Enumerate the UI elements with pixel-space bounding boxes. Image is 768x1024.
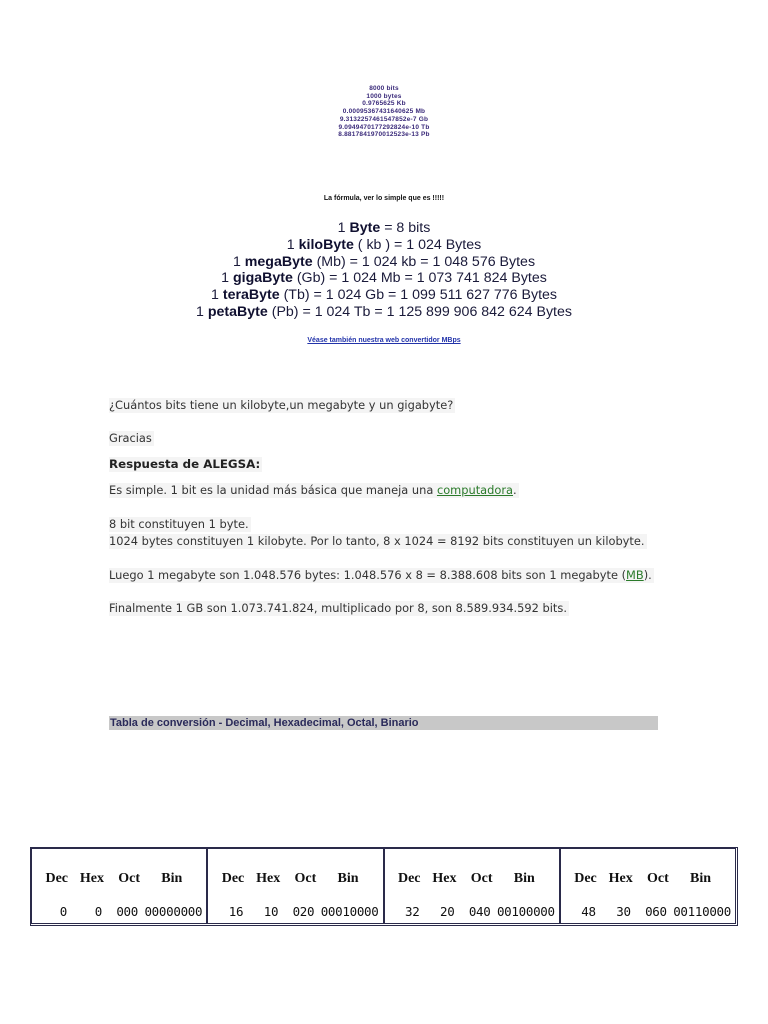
cell-oct: 000: [116, 904, 138, 919]
unit-line-kilobyte: [0, 237, 768, 254]
header-bin: Bin: [513, 871, 535, 886]
header-hex: Hex: [608, 871, 633, 886]
cell-dec: 16: [228, 904, 244, 919]
cell-dec: 48: [581, 904, 596, 919]
conversion-line: 9.0949470177292824e-10 Tb: [338, 123, 430, 131]
header-oct: Oct: [470, 871, 493, 886]
unit-prefix: 1: [337, 220, 350, 236]
answer-paragraph-2: 8 bit constituyen 1 byte.: [109, 517, 249, 531]
unit-name: kiloByte: [298, 236, 354, 253]
unit-name: megaByte: [244, 253, 313, 270]
unit-value: (Tb) = 1 024 Gb = 1 099 511 627 776 Bytes: [279, 287, 557, 304]
formula-note: La fórmula, ver lo simple que es !!!!!: [323, 195, 445, 202]
conversion-line: 9.3132257461547852e-7 Gb: [339, 115, 429, 123]
unit-name: teraByte: [222, 287, 280, 304]
table-header: [32, 871, 206, 887]
answer-paragraph-1: [109, 483, 519, 498]
cell-bin: 00010000: [320, 904, 379, 919]
unit-definitions: [0, 220, 768, 321]
table-row: [561, 904, 735, 919]
header-dec: Dec: [45, 871, 68, 886]
header-dec: Dec: [221, 871, 245, 886]
cell-hex: 30: [616, 904, 631, 919]
table-header: [561, 871, 735, 887]
unit-value: (Mb) = 1 024 kb = 1 048 576 Bytes: [312, 253, 536, 270]
unit-value: ( kb ) = 1 024 Bytes: [353, 236, 482, 253]
conversion-line: 0.00095367431640625 Mb: [342, 108, 426, 116]
text: .: [513, 483, 517, 497]
table-group-2: [208, 849, 384, 923]
see-also: [0, 337, 768, 344]
header-hex: Hex: [432, 871, 457, 886]
text: Luego 1 megabyte son 1.048.576 bytes: 1.048.576 x 8 = 8.388.608 bits son 1 megabyte (: [109, 568, 627, 582]
mb-link[interactable]: MB: [626, 568, 644, 582]
cell-hex: 0: [94, 904, 102, 919]
conversion-line: 1000 bytes: [366, 92, 402, 100]
unit-value: (Gb) = 1 024 Mb = 1 073 741 824 Bytes: [292, 270, 547, 287]
byte-conversion-results: [0, 85, 768, 139]
answer-paragraph-5: Finalmente 1 GB son 1.073.741.824, multiplicado por 8, son 8.589.934.592 bits.: [109, 601, 567, 615]
computadora-link[interactable]: computadora: [436, 483, 514, 497]
cell-dec: 32: [405, 904, 420, 919]
table-row: [208, 904, 382, 919]
cell-hex: 20: [440, 904, 455, 919]
answer-heading: Respuesta de ALEGSA:: [109, 457, 261, 471]
header-bin: Bin: [161, 871, 183, 886]
unit-line-megabyte: [0, 254, 768, 271]
cell-dec: 0: [59, 904, 67, 919]
cell-bin: 00000000: [144, 904, 203, 919]
table-group-4: [561, 849, 735, 923]
table-group-1: [32, 849, 208, 923]
cell-bin: 00110000: [673, 904, 731, 919]
unit-name: gigaByte: [232, 270, 293, 287]
unit-prefix: 1: [286, 236, 299, 253]
unit-value: = 8 bits: [380, 220, 431, 236]
cell-oct: 020: [292, 904, 315, 919]
cell-oct: 040: [468, 904, 491, 919]
table-group-3: [385, 849, 561, 923]
unit-line-petabyte: [0, 304, 768, 321]
unit-prefix: 1: [196, 303, 208, 320]
table-header: [208, 871, 382, 887]
text: ).: [643, 568, 652, 582]
table-title: Tabla de conversión - Decimal, Hexadecimal, Octal, Binario: [109, 716, 658, 730]
answer-paragraph-4: [109, 568, 654, 583]
table-row: [385, 904, 559, 919]
header-oct: Oct: [294, 871, 317, 886]
conversion-line: 8.8817841970012523e-13 Pb: [338, 131, 430, 139]
answer-paragraph-3: 1024 bytes constituyen 1 kilobyte. Por lo tanto, 8 x 1024 = 8192 bits constituyen un kilobyte.: [109, 534, 645, 548]
header-hex: Hex: [79, 871, 104, 886]
question-text: ¿Cuántos bits tiene un kilobyte,un megabyte y un gigabyte?: [109, 398, 454, 412]
unit-name: Byte: [349, 220, 381, 236]
table-row: [32, 904, 206, 919]
unit-line-byte: [0, 220, 768, 237]
table-header: [385, 871, 559, 887]
header-oct: Oct: [118, 871, 140, 886]
header-hex: Hex: [256, 871, 281, 886]
cell-bin: 00100000: [496, 904, 555, 919]
mbps-converter-link[interactable]: Véase también nuestra web convertidor MBps: [307, 337, 461, 344]
header-dec: Dec: [397, 871, 421, 886]
unit-value: (Pb) = 1 024 Tb = 1 125 899 906 842 624 Bytes: [267, 303, 572, 320]
header-dec: Dec: [574, 871, 597, 886]
cell-oct: 060: [645, 904, 667, 919]
conversion-table: [30, 847, 738, 926]
unit-line-gigabyte: [0, 270, 768, 287]
header-oct: Oct: [646, 871, 669, 886]
unit-line-terabyte: [0, 287, 768, 304]
conversion-line: 8000 bits: [369, 85, 399, 92]
unit-prefix: 1: [211, 287, 223, 304]
text: Es simple. 1 bit es la unidad más básica que maneja una: [109, 483, 437, 497]
unit-prefix: 1: [221, 270, 233, 287]
thanks-text: Gracias: [109, 431, 152, 445]
unit-name: petaByte: [207, 303, 268, 320]
unit-prefix: 1: [232, 253, 245, 270]
header-bin: Bin: [337, 871, 359, 886]
cell-hex: 10: [263, 904, 279, 919]
conversion-line: 0.9765625 Kb: [362, 100, 406, 108]
header-bin: Bin: [689, 871, 711, 886]
